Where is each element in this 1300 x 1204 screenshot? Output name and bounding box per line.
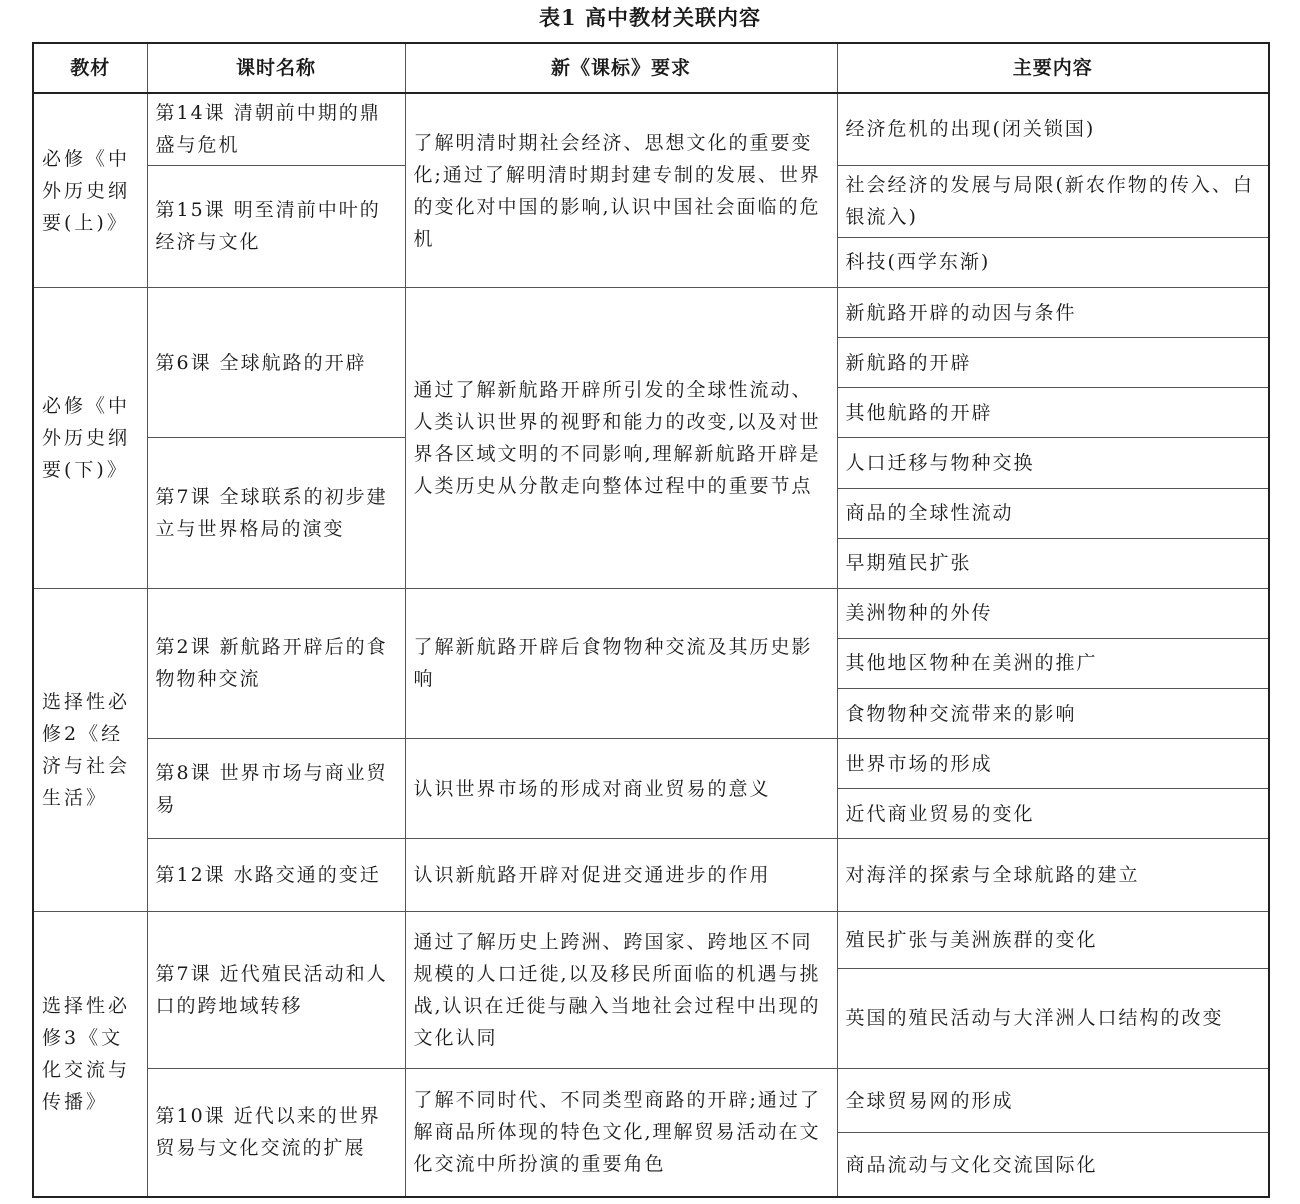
content-cell: 科技(西学东渐) <box>837 237 1269 287</box>
content-cell: 其他航路的开辟 <box>837 388 1269 438</box>
content-cell: 全球贸易网的形成 <box>837 1068 1269 1132</box>
table-row <box>33 911 1269 968</box>
content-cell: 商品的全球性流动 <box>837 488 1269 538</box>
table-row <box>33 839 1269 911</box>
requirement-cell: 认识世界市场的形成对商业贸易的意义 <box>405 739 837 839</box>
content-cell: 对海洋的探索与全球航路的建立 <box>837 839 1269 911</box>
content-cell: 商品流动与文化交流国际化 <box>837 1133 1269 1197</box>
lesson-cell: 第6课 全球航路的开辟 <box>147 288 405 438</box>
content-cell: 早期殖民扩张 <box>837 538 1269 588</box>
content-cell: 人口迁移与物种交换 <box>837 438 1269 488</box>
content-cell: 世界市场的形成 <box>837 739 1269 789</box>
textbook-relation-table <box>32 42 1270 1198</box>
table-row <box>33 1068 1269 1132</box>
lesson-cell: 第15课 明至清前中叶的经济与文化 <box>147 165 405 287</box>
textbook-cell: 必修《中外历史纲要(上)》 <box>33 93 147 288</box>
table-row <box>33 588 1269 638</box>
content-cell: 新航路开辟的动因与条件 <box>837 288 1269 338</box>
table-row <box>33 739 1269 789</box>
content-cell: 近代商业贸易的变化 <box>837 789 1269 839</box>
content-cell: 殖民扩张与美洲族群的变化 <box>837 911 1269 968</box>
requirement-cell: 通过了解历史上跨洲、跨国家、跨地区不同规模的人口迁徙,以及移民所面临的机遇与挑战,认识在迁徙与融入当地社会过程中出现的文化认同 <box>405 911 837 1068</box>
textbook-cell: 必修《中外历史纲要(下)》 <box>33 288 147 589</box>
lesson-cell: 第10课 近代以来的世界贸易与文化交流的扩展 <box>147 1068 405 1197</box>
requirement-cell: 了解明清时期社会经济、思想文化的重要变化;通过了解明清时期封建专制的发展、世界的变化对中国的影响,认识中国社会面临的危机 <box>405 93 837 288</box>
lesson-cell: 第2课 新航路开辟后的食物物种交流 <box>147 588 405 738</box>
requirement-cell: 通过了解新航路开辟所引发的全球性流动、人类认识世界的视野和能力的改变,以及对世界各区域文明的不同影响,理解新航路开辟是人类历史从分散走向整体过程中的重要节点 <box>405 288 837 589</box>
content-cell: 食物物种交流带来的影响 <box>837 689 1269 739</box>
table-row <box>33 288 1269 338</box>
lesson-cell: 第14课 清朝前中期的鼎盛与危机 <box>147 93 405 165</box>
requirement-cell: 了解新航路开辟后食物物种交流及其历史影响 <box>405 588 837 738</box>
header-curriculum-requirement: 新《课标》要求 <box>405 43 837 93</box>
content-cell: 英国的殖民活动与大洋洲人口结构的改变 <box>837 968 1269 1068</box>
content-cell: 经济危机的出现(闭关锁国) <box>837 93 1269 165</box>
content-cell: 其他地区物种在美洲的推广 <box>837 638 1269 688</box>
textbook-cell: 选择性必修3《文化交流与传播》 <box>33 911 147 1197</box>
content-cell: 社会经济的发展与局限(新农作物的传入、白银流入) <box>837 165 1269 237</box>
lesson-cell: 第7课 近代殖民活动和人口的跨地域转移 <box>147 911 405 1068</box>
table-title: 表1 高中教材关联内容 <box>539 5 761 30</box>
content-cell: 新航路的开辟 <box>837 338 1269 388</box>
header-main-content: 主要内容 <box>837 43 1269 93</box>
textbook-cell: 选择性必修2《经济与社会生活》 <box>33 588 147 911</box>
content-cell: 美洲物种的外传 <box>837 588 1269 638</box>
header-textbook: 教材 <box>33 43 147 93</box>
requirement-cell: 了解不同时代、不同类型商路的开辟;通过了解商品所体现的特色文化,理解贸易活动在文化交流中所扮演的重要角色 <box>405 1068 837 1197</box>
table-row <box>33 93 1269 165</box>
lesson-cell: 第7课 全球联系的初步建立与世界格局的演变 <box>147 438 405 588</box>
lesson-cell: 第8课 世界市场与商业贸易 <box>147 739 405 839</box>
requirement-cell: 认识新航路开辟对促进交通进步的作用 <box>405 839 837 911</box>
header-lesson-name: 课时名称 <box>147 43 405 93</box>
lesson-cell: 第12课 水路交通的变迁 <box>147 839 405 911</box>
